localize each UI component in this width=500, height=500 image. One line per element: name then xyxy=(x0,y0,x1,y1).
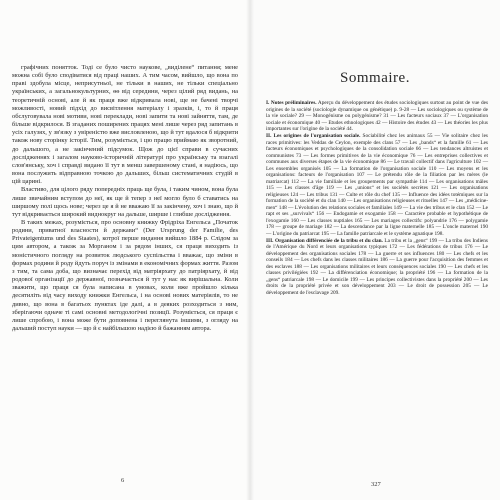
section-heading: II. Les origines de l'organisation sociale. xyxy=(266,133,361,140)
right-page-number: 327 xyxy=(371,481,381,488)
right-page xyxy=(250,0,500,500)
summary-body xyxy=(266,100,488,297)
summary-section xyxy=(266,133,488,237)
summary-section xyxy=(266,100,488,133)
left-page-number: 6 xyxy=(121,477,125,484)
left-page-body xyxy=(12,64,238,333)
section-heading: III. Organisation différenciée de la tribu et du clan. xyxy=(266,237,383,244)
section-heading: I. Notes préliminaires. xyxy=(266,100,317,106)
section-text: La tribu et la „gens“ 199 — La tribu des Indiens de l'Amérique du Nord et leurs organisations typiques 172 — Les fédérations de tribus 176 — Le développement des organisations sociales 178 — La guerre et ses influences 180 — Les chefs et les conseils 184 — Les chefs dans les classes militaires 186 — La guerre pour l'acquisition des femmes et des esclaves 188 — Les organisations militaires et leurs conséquences sociales 190 — Les chefs et les classes privilégiées 192 — La différenciation économique; la propriété 196 — La formation de la „gens“ patriarcale 198 — Le domicile 199 — Les principes collectivistes dans la propriété 200 — Les droits de la propriété privée et son développement 203 — Le droit de possession 205 — Le développement de l'esclavage 209. xyxy=(266,237,488,296)
paragraph: графічних понятток. Тоді се було чисто наукове, „виділене“ питання; мене можна собі було сподіватися від праці наших. А тим часом, вийшло, що вона по праві здобула місце, неприсутньої, не тільки в наших, не тільки спеціально українських, а загальнокультурних, ѳѳ від середини, через цілий ряд видань, на теоретичній основі, але й як праця вже відкривала нові, ще не бачені творчі можливості, новий підхід до висвітлення матеріалу і зразків, і, то й праця обслуговувала нові мотиви, нові переклади, нові запити та нові зайняття, там, де більше відкрилося. В згаданих поширених працях мені лише через ряд запитань в усіх галузях, у зв'язку з увіреністю вже висловленою, що й тут вдалося б відкрити також нову сторінку історії. Тим, розуміється, і цю працю приймаю як зворотний, до дальшого, а не закінчений підсумок. Щож до цієї справи в сучасних дослідженнях і загалом науково-історичній літературі про українську та взагалі слов'янську, хоч і справді видано її тут в менш завершеному стані, я надіюсь, що вона послужить відправною точкою до дальших, більш систематичних студій в цій царині. xyxy=(12,64,238,186)
summary-section xyxy=(266,238,488,297)
paragraph: Властиво, для цілого ряду попередніх праць ще була, і таким чином, вона була лише звичайним вступом до неї, як ще й тепер з неї могло було б ставатись на ширшому полі щось нове; через це я й не вважаю її за закінчену, хоч і знаю, що й тут відкривається широкий виднокруг на дальше, ширше і глибше дослідження. xyxy=(12,186,238,218)
book-gutter xyxy=(246,0,254,500)
summary-title: Sommaire. xyxy=(340,70,410,86)
section-text: Sociabilité chez les animaux 55 — Vie solitaire chez les races primitives: les Veddas de Ceylon, exemple des clans 57 — Les „bands“ et la famille 61 — Les facteurs économiques et psychologiques de la consolidation sociale 66 — Les tendances altruistes et communistes 73 — Les formes primitives de la vie économique 76 — Les entreprises collectives et communes aux diverses étapes de la vie économique 86 — Le travail collectif dans l'agriculture 102 — Les ensembles organisés 105 — La formation de l'organisation sociale 110 — Les moyens et les organisations: facteurs de l'organisation 107 — Le prétendu rôle de la filiation par les mères (le matriarcat) 112 — La vie familiale et les groupements par sympathie 114 — Les organisations mâles 115 — Les classes d'âge 119 — Les „unions“ et les sociétés secrètes 121 — Les organisations religieuses 124 — Les tribus 131 — Culte et rôle du chef 135 — Influence des idées totémiques sur la formation de la société et du clan 140 — Les organisations religieuses et rituelles 147 — Les „médicine-men“ 148 — L'évolution des relations sociales et familiales 149 — La vie des tribus et le clan 152 — Le rapt et ses „survivals“ 156 — Endogamie et exogamie 158 — Caractère probable et hypothétique de l'exogamie 160 — Les classes nuptiales 165 — Les mariages collectifs: polyandrie 176 — polygamie 178 — groupe de mariage 182 — La descendance par la ligne maternelle 185 — L'oncle maternel 190 — L'origine du patriarcat 195 — La famille patriarcale et le système agnatique 198. xyxy=(266,133,488,237)
section-text: Aperçu du développement des études sociologiques surtout au point de vue des origines de la société (sociologie dynamique ou génétique) p. 9-28 — Les sociologiques ou système de la vie sociale? 29 — Monogénisme ou polygénisme? 31 — Les facteurs sociaux 37 — L'organisation sociale et économique 40 — Etudes ethnologiques 42 — Histoire des études 43 — Les théories les plus importantes sur l'origine de la société 44. xyxy=(266,100,489,132)
paragraph: В таких межах, розуміється, про основну книжку Фрідріха Енгельса „Початок родини, приватної власности й держави“ (Der Ursprung der Familie, des Privateigentums und des Staates), котрої перше видання вийшло 1884 р. Слідом за цим автором, а також за Морганом і за рядом інших, ся праця виходить із моністичного погляду на розвиток людського суспільства і вважає, що зміни в формах родини й роду йдуть поруч із змінами в економічних формах життя. Разом з тим, та сама доба, що визначає перехід від матріярхату до патріярхату, й від родової організації до державної, позначається й тут у нас як вирішальна. Коли зважити, що праця ся була написана в умовах, коли вже пройшло кілька десятиліть від часу виходу книжки Енгельса, і на основі нових матеріялів, то не дивно, що вона в багатьох пунктах іде далі, а в деяких розходиться з ним, зберігаючи одначе ті самі основні методологічні позиції. Розуміється, ся праця є лише спробою, і вона може бути доповнена і переглянута іншими, з огляду на дальший поступ науки — що й є найбільшою надією й бажанням автора. xyxy=(12,218,238,332)
